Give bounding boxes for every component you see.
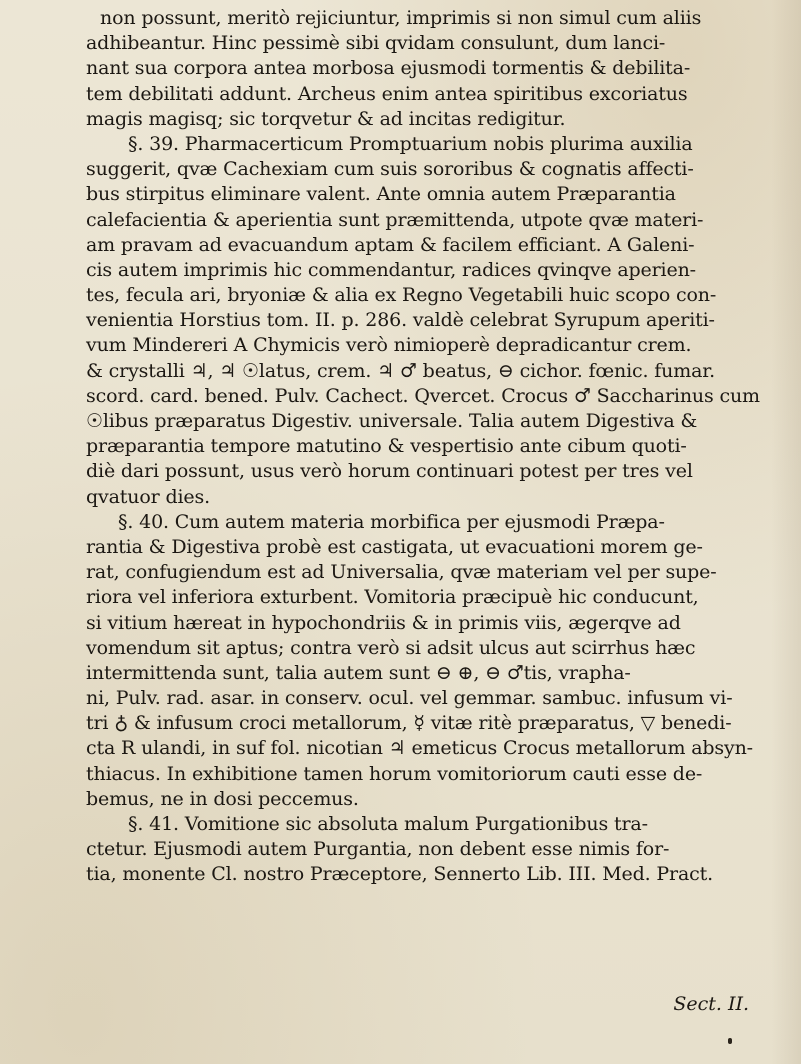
text-line: tia, monente Cl. nostro Præceptore, Sennerto Lib. III. Med. Pract. — [86, 863, 714, 886]
text-line: tem debilitati addunt. Archeus enim antea spiritibus excoriatus — [86, 82, 688, 105]
ink-speck — [728, 1038, 732, 1044]
text-line: scord. card. bened. Pulv. Cachect. Qvercet. Crocus ♂ Saccharinus cum — [86, 384, 760, 407]
text-line: cis autem imprimis hic commendantur, radices qvinqve aperien- — [86, 258, 696, 281]
text-line: cta R ulandi, in suf fol. nicotian ♃ emeticus Crocus metallorum absyn- — [86, 737, 753, 760]
text-line: nant sua corpora antea morbosa ejusmodi tormentis & debilita- — [86, 57, 691, 80]
section-heading-39: §. 39. Pharmacerticum Promptuarium nobis plurima auxilia — [128, 132, 693, 155]
text-line: vum Mindereri A Chymicis verò nimioperè depradicantur crem. — [86, 334, 692, 357]
text-line: diè dari possunt, usus verò horum continuari potest per tres vel — [86, 460, 693, 483]
text-line: si vitium hæreat in hypochondriis & in primis viis, ægerqve ad — [86, 611, 681, 634]
text-line: venientia Horstius tom. II. p. 286. valdè celebrat Syrupum aperiti- — [86, 309, 715, 332]
text-line: & crystalli ♃, ♃ ☉latus, crem. ♃ ♂ beatus, ⊖ cichor. fœnic. fumar. — [86, 359, 716, 382]
page-edge-shadow — [771, 0, 801, 1064]
section-heading-41: §. 41. Vomitione sic absoluta malum Purgationibus tra- — [128, 813, 648, 835]
text-line: intermittenda sunt, talia autem sunt ⊖ ⊕, ⊖ ♂tis, vrapha- — [86, 661, 631, 684]
text-line: ni, Pulv. rad. asar. in conserv. ocul. vel gemmar. sambuc. infusum vi- — [86, 687, 733, 710]
text-line: suggerit, qvæ Cachexiam cum suis sororibus & cognatis affecti- — [86, 158, 694, 181]
body-text — [58, 0, 758, 888]
text-line: qvatuor dies. — [86, 485, 210, 508]
text-line: tes, fecula ari, bryoniæ & alia ex Regno Vegetabili huic scopo con- — [86, 284, 717, 307]
text-line: ☉libus præparatus Digestiv. universale. Talia autem Digestiva & — [86, 410, 698, 432]
text-line: rat, confugiendum est ad Universalia, qvæ materiam vel per supe- — [86, 561, 717, 584]
text-line: rantia & Digestiva probè est castigata, ut evacuationi morem ge- — [86, 535, 703, 558]
text-line: ctetur. Ejusmodi autem Purgantia, non debent esse nimis for- — [86, 838, 670, 861]
text-line: tri ♁ & infusum croci metallorum, ☿ vitæ ritè præparatus, ▽ benedi- — [86, 712, 732, 735]
text-line: calefacientia & aperientia sunt præmittenda, utpote qvæ materi- — [86, 208, 704, 231]
text-line: vomendum sit aptus; contra verò si adsit ulcus aut scirrhus hæc — [86, 636, 696, 659]
catchword: Sect. II. — [673, 993, 749, 1015]
text-line: am pravam ad evacuandum aptam & facilem efficiant. A Galeni- — [86, 233, 695, 256]
text-line: præparantia tempore matutino & vespertisio ante cibum quoti- — [86, 435, 687, 458]
text-line: bus stirpitus eliminare valent. Ante omnia autem Præparantia — [86, 183, 676, 206]
text-line: adhibeantur. Hinc pessimè sibi qvidam consulunt, dum lanci- — [86, 32, 666, 55]
text-line: thiacus. In exhibitione tamen horum vomitoriorum cauti esse de- — [86, 762, 703, 785]
section-heading-40: §. 40. Cum autem materia morbifica per ejusmodi Præpa- — [118, 510, 665, 533]
text-line: magis magisq; sic torqvetur & ad incitas redigitur. — [86, 107, 566, 130]
text-line: riora vel inferiora exturbent. Vomitoria præcipuè hic conducunt, — [86, 586, 699, 609]
text-line: non possunt, meritò rejiciuntur, imprimis si non simul cum aliis — [100, 7, 702, 29]
text-line: bemus, ne in dosi peccemus. — [86, 787, 359, 810]
